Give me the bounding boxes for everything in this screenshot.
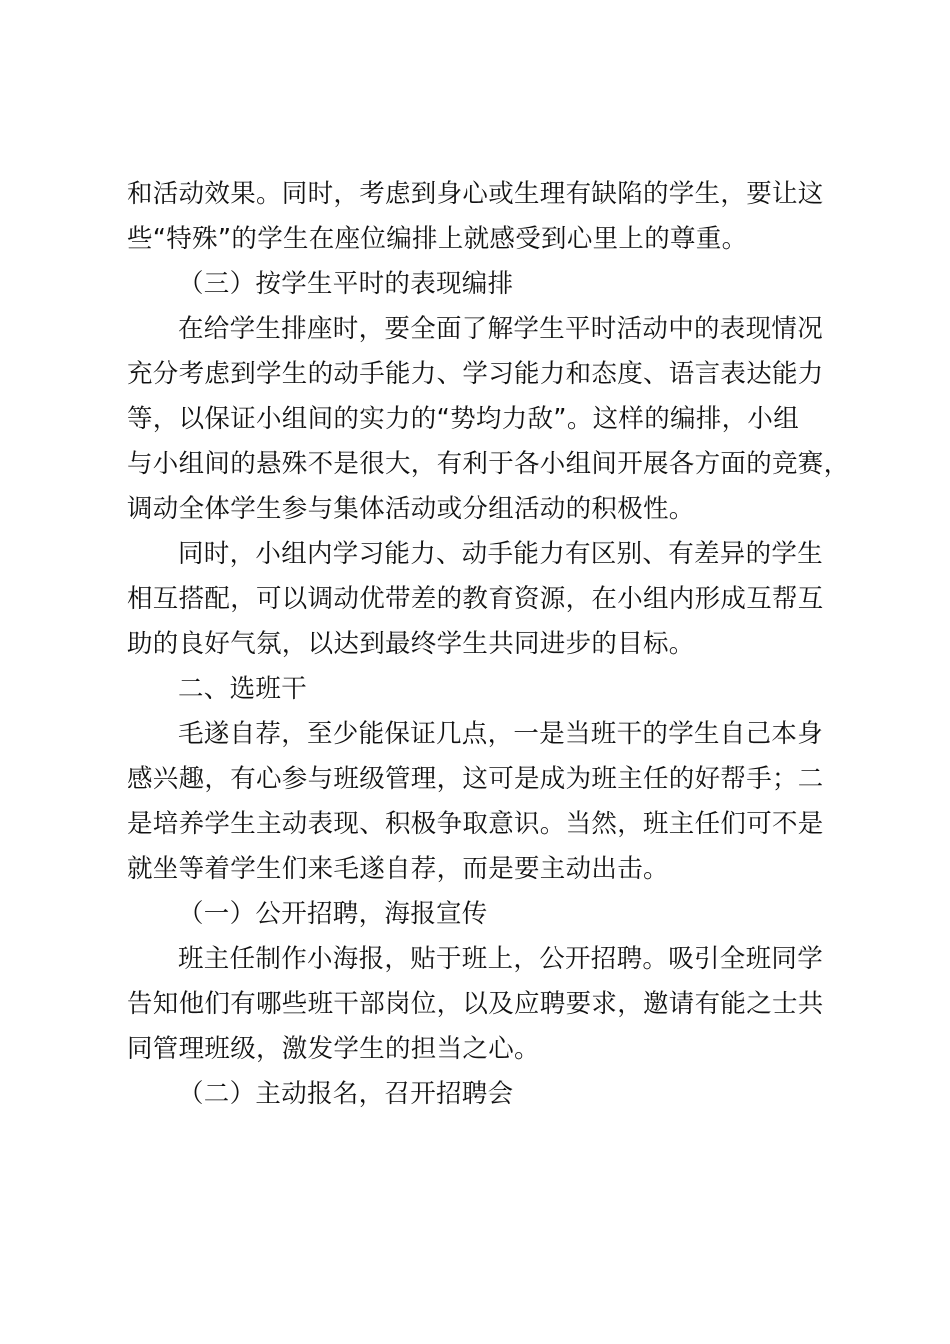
section-heading: （一）公开招聘，海报宣传 [178, 899, 488, 929]
section-heading: （三）按学生平时的表现编排 [178, 269, 514, 299]
paragraph-line: 班主任制作小海报，贴于班上，公开招聘。吸引全班同学 [178, 944, 824, 974]
paragraph-line: 毛遂自荐，至少能保证几点，一是当班干的学生自己本身 [178, 719, 824, 749]
paragraph-line: 相互搭配，可以调动优带差的教育资源，在小组内形成互帮互 [127, 584, 824, 614]
paragraph-line: 和活动效果。同时，考虑到身心或生理有缺陷的学生，要让这 [127, 179, 824, 209]
paragraph-line: 就坐等着学生们来毛遂自荐，而是要主动出击。 [127, 854, 669, 884]
paragraph-line: 助的良好气氛，以达到最终学生共同进步的目标。 [127, 629, 695, 659]
section-heading: （二）主动报名，召开招聘会 [178, 1079, 514, 1109]
paragraph-line: 等，以保证小组间的实力的“势均力敌”。这样的编排，小组 [127, 404, 800, 434]
paragraph-line: 告知他们有哪些班干部岗位，以及应聘要求，邀请有能之士共 [127, 989, 824, 1019]
paragraph-line: 些“特殊”的学生在座位编排上就感受到心里上的尊重。 [127, 224, 748, 254]
section-heading: 二、选班干 [178, 674, 308, 704]
paragraph-line: 同时，小组内学习能力、动手能力有区别、有差异的学生 [178, 539, 824, 569]
paragraph-line: 在给学生排座时，要全面了解学生平时活动中的表现情况 [178, 314, 824, 344]
paragraph-line: 与小组间的悬殊不是很大，有利于各小组间开展各方面的竞赛， [127, 449, 850, 479]
paragraph-line: 是培养学生主动表现、积极争取意识。当然，班主任们可不是 [127, 809, 824, 839]
paragraph-line: 调动全体学生参与集体活动或分组活动的积极性。 [127, 494, 695, 524]
paragraph-line: 同管理班级，激发学生的担当之心。 [127, 1034, 540, 1064]
paragraph-line: 感兴趣，有心参与班级管理，这可是成为班主任的好帮手；二 [127, 764, 824, 794]
paragraph-line: 充分考虑到学生的动手能力、学习能力和态度、语言表达能力 [127, 359, 824, 389]
